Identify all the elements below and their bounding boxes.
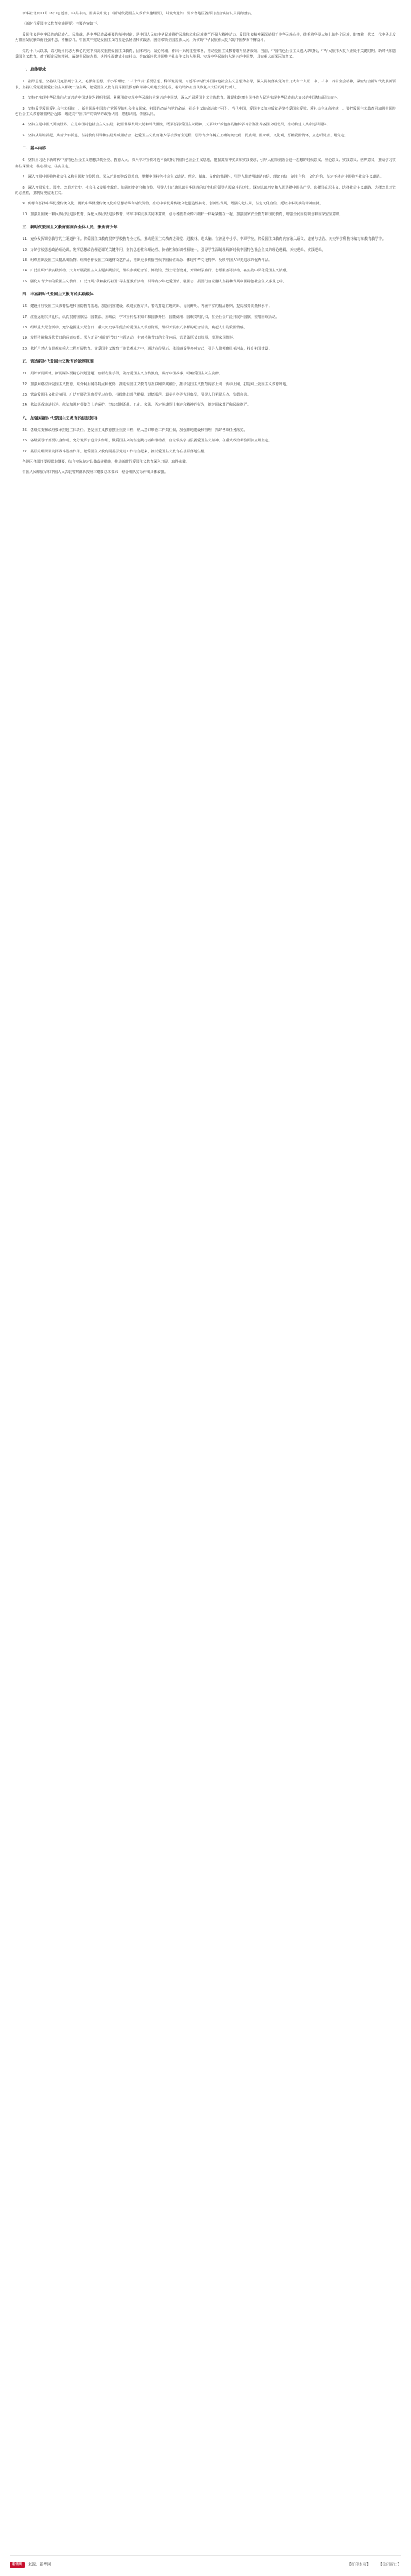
body-paragraph: 17．注重运用仪式礼仪。认真贯彻国旗法、国徽法、国歌法，学习宣传基本知识和国旗升挂、国徽使用、国歌奏唱礼仪，在全社会广泛开展升国旗、奏唱国歌活动。 <box>22 315 279 319</box>
body-paragraph: 5．坚持从娃娃抓起、从青少年抓起。坚持教育引导和实践养成相结合，把爱国主义教育融入学校教育全过程，引导青少年树立正确的历史观、民族观、国家观、文化观，厚植爱国情怀，立志听党话、跟党走。 <box>22 133 348 138</box>
intro-paragraph: 党的十八大以来，以习近平同志为核心的党中央高度重视爱国主义教育，固本培元、凝心铸魂，作出一系列重要部署，推动爱国主义教育取得显著成效。当前，中国特色社会主义进入新时代，中华民族伟大复兴正处于关键时期。新时代加强爱国主义教育，对于振奋民族精神、凝聚全民族力量，决胜全面建成小康社会、夺取新时代中国特色社会主义伟大胜利、实现中华民族伟大复兴的中国梦，具有重大而深远的意义。 <box>15 49 396 60</box>
footer-divider <box>10 2555 401 2556</box>
section-heading: 一、总体要求 <box>22 68 47 73</box>
body-paragraph: 10．加强祖国统一和民族团结进步教育。深化民族团结进步教育，铸牢中华民族共同体意识，引导各族群众像石榴籽一样紧紧抱在一起。加强国家安全教育和国防教育，增强全民国防观念和国家安全意识。 <box>22 212 343 217</box>
source-credit <box>10 2562 51 2568</box>
body-paragraph: 8．深入开展党史、国史、改革开放史、社会主义发展史教育。加强历史研究和宣传，引导人们正确认识中华民族的历史和党领导人民奋斗的历史，深刻认识历史和人民选择中国共产党、选择马克思主义、选择社会主义道路、选择改革开放的必然性，抵制历史虚无主义。 <box>15 185 396 195</box>
body-paragraph: 27．基层党组织要发挥战斗堡垒作用。把爱国主义教育同基层党建工作结合起来，推动爱国主义教育在基层落地生根。 <box>22 449 208 454</box>
body-paragraph: 7．深入开展中国特色社会主义和中国梦宣传教育。深入开展形势政策教育，阐释中国特色社会主义道路、理论、制度、文化的优越性，引导人们增强道路自信、理论自信、制度自信、文化自信，坚定不移走中国特色社会主义道路。 <box>22 175 384 180</box>
print-page-link[interactable]: 【打印本页】 <box>347 2563 371 2567</box>
page-footer <box>10 2559 401 2571</box>
footer-actions <box>340 2562 401 2568</box>
section-heading: 二、基本内容 <box>22 147 47 151</box>
body-paragraph: 18．组织重大纪念活动。充分挖掘重大纪念日、重大历史事件蕴含的爱国主义教育资源，组织开展形式多样的纪念活动，唤起人们的爱国情感。 <box>22 325 247 330</box>
body-paragraph: 26．各级领导干部要以身作则。充分发挥示范带头作用，做爱国主义的坚定践行者和推动者，自觉带头学习弘扬爱国主义精神，在重大政治考验面前立场坚定。 <box>22 439 272 443</box>
body-paragraph: 21．用好新闻媒体。新闻媒体要精心策划选题、创新方法手段，做好爱国主义宣传教育，讲好中国故事，唱响爱国主义主旋律。 <box>22 372 223 376</box>
body-paragraph: 19．发挥传统和现代节日的涵育功能。深入开展“我们的节日”主题活动，丰富传统节日的文化内涵，营造浓厚节日氛围，增进家国情怀。 <box>22 336 237 341</box>
article-body <box>15 11 396 481</box>
closing-paragraph: 中国人民解放军和中国人民武装警察部队按照本纲要总体要求，结合部队实际作出具体安排。 <box>22 470 169 475</box>
intro-paragraph: 爱国主义是中华民族的民族心、民族魂，是中华民族最重要的精神财富，是中国人民和中华民族维护民族独立和民族尊严的强大精神动力。爱国主义精神深深植根于中华民族心中，维系着华夏大地上的各个民族，鼓舞着一代又一代中华儿女为祖国发展繁荣而自强不息、不懈奋斗。中国共产党是爱国主义的坚定弘扬者和实践者，团结带领全国各族人民，为实现中华民族伟大复兴的中国梦而不懈奋斗。 <box>15 32 396 43</box>
body-paragraph: 3．坚持爱党爱国爱社会主义相统一。新中国是中国共产党领导的社会主义国家，祖国的命运与党的命运、社会主义的命运密不可分。当代中国，爱国主义的本质就是坚持爱国和爱党、爱社会主义高度统一。要把爱国主义教育同加强中国特色社会主义教育紧密结合起来，增进对中国共产党领导的政治认同、思想认同、情感认同。 <box>15 106 396 117</box>
close-window-link[interactable]: 【关闭窗口】 <box>378 2563 401 2567</box>
body-paragraph: 13．组织推出爱国主义精品出版物。组织创作爱国主义题材文艺作品，推出更多传播当代中国价值观念、体现中华文化精神、反映中国人审美追求的优秀作品。 <box>22 258 272 263</box>
closing-paragraph: 各地区各部门要根据本纲要，结合实际制定具体落实措施，推动新时代爱国主义教育深入开展、取得实效。 <box>22 460 190 465</box>
body-paragraph: 15．强化对青少年的爱国主义教育。广泛开展“我和我的祖国”等主题教育活动，引导青少年把爱国情、强国志、报国行自觉融入坚持和发展中国特色社会主义事业之中。 <box>22 279 286 284</box>
body-paragraph: 1．指导思想。坚持以马克思列宁主义、毛泽东思想、邓小平理论、“三个代表”重要思想、科学发展观、习近平新时代中国特色社会主义思想为指导，深入贯彻落实党的十九大和十九届二中、三中、四中全会精神，紧密结合新时代发展新要求，坚持以爱党爱国爱社会主义相统一为主线，把爱国主义教育贯穿国民教育和精神文明建设全过程，着力培养担当民族复兴大任的时代新人。 <box>15 80 396 90</box>
section-heading: 三、新时代爱国主义教育要面向全体人民、聚焦青少年 <box>22 226 118 230</box>
body-paragraph: 25．各级党委和政府要承担起主体责任。把爱国主义教育摆上重要日程，纳入意识形态工作责任制，加强阵地建设和管理，抓好各项任务落实。 <box>22 428 247 433</box>
body-paragraph: 24．依法惩戒违法行为。依法加强对英雄烈士的保护，坚决抵制歪曲、丑化、亵渎、否定英雄烈士事迹和精神的行为，维护国家尊严和民族尊严。 <box>22 403 251 408</box>
body-paragraph: 6．坚持用习近平新时代中国特色社会主义思想武装全党、教育人民。深入学习宣传习近平新时代中国特色社会主义思想，把握其精神实质和实践要求，引导人们深刻领会这一思想的时代意义、理论意义、实践意义、世界意义，推动学习贯彻往深里走、往心里走、往实里走。 <box>15 158 396 169</box>
body-paragraph: 4．坚持立足中国又面向世界。立足中国特色社会主义实践，把握世界发展大势和时代潮流，既要弘扬爱国主义精神，又要以开放包容的胸怀学习借鉴世界各国文明成果，推动构建人类命运共同体。 <box>22 123 330 127</box>
body-paragraph: 22．加强网络空间爱国主义教育。充分利用网络特点和优势，推进爱国主义教育与互联网深度融合，推动爱国主义教育内容上网、活动上网，打造网上爱国主义教育阵地。 <box>22 382 290 387</box>
source-label: 来源：新华网 <box>27 2563 51 2567</box>
section-heading: 四、丰富新时代爱国主义教育的实践载体 <box>22 293 94 297</box>
body-paragraph: 20．依托自然人文景观和重大工程开展教育。寓爱国主义教育于游览观光之中，通过宣传展示、体验感受等多种方式，引导人们领略壮美河山，投身祖国建设。 <box>22 346 272 351</box>
intro-paragraph: 《新时代爱国主义教育实施纲要》主要内容如下。 <box>22 22 101 27</box>
body-paragraph: 9．传承和弘扬中华优秀传统文化。阐发中华优秀传统文化的思想精华和时代价值，推动中华优秀传统文化创造性转化、创新性发展，增强文化认同，坚定文化自信，延续中华民族的精神血脉。 <box>22 202 323 206</box>
body-paragraph: 12．办好学校思想政治理论课。发挥思想政治理论课的关键作用，坚持思想性和理论性、价值性和知识性相统一，引导学生深刻理解新时代中国特色社会主义的理论逻辑、历史逻辑、实践逻辑。 <box>22 247 325 252</box>
dateline-paragraph: 新华社北京11月18日电 近日，中共中央、国务院印发了《新时代爱国主义教育实施纲要》，并发出通知，要求各地区各部门结合实际认真贯彻落实。 <box>22 12 255 16</box>
section-heading: 五、营造新时代爱国主义教育的浓厚氛围 <box>22 360 94 365</box>
section-heading: 六、加强对新时代爱国主义教育的组织领导 <box>22 416 98 421</box>
body-paragraph: 11．充分发挥课堂教学的主渠道作用。将爱国主义教育贯穿学校教育全过程，推动爱国主义教育进课堂、进教材、进头脑。在普通中小学、中职学校，将爱国主义教育内容融入语文、道德与法治、历史等学科教材编写和教育教学中。 <box>22 237 386 242</box>
body-paragraph: 14．广泛组织开展实践活动。大力开展爱国主义主题实践活动，组织参观纪念馆、博物馆、烈士纪念设施，开展研学旅行、志愿服务等活动，在实践中深化爱国主义情感。 <box>22 269 290 274</box>
body-paragraph: 2．坚持把实现中华民族伟大复兴的中国梦作为鲜明主题。紧紧围绕实现中华民族伟大复兴的中国梦，深入开展爱国主义宣传教育，激励和鼓舞全国各族人民为实现中华民族伟大复兴的中国梦而团结奋斗。 <box>22 96 341 101</box>
brand-logo: 新华网 <box>10 2562 25 2568</box>
body-paragraph: 23．营造爱国主义社会氛围。广泛开展先进典型学习宣传，持续推出时代楷模、道德模范、最美人物等先进典型，引导人们见贤思齐、崇德向善。 <box>22 393 251 397</box>
body-paragraph: 16．建设用好爱国主义教育基地和国防教育基地。加强内容建设，改进展陈方式，着力打造主题突出、导向鲜明、内涵丰富的精品陈列，提高服务质量和水平。 <box>22 304 272 309</box>
